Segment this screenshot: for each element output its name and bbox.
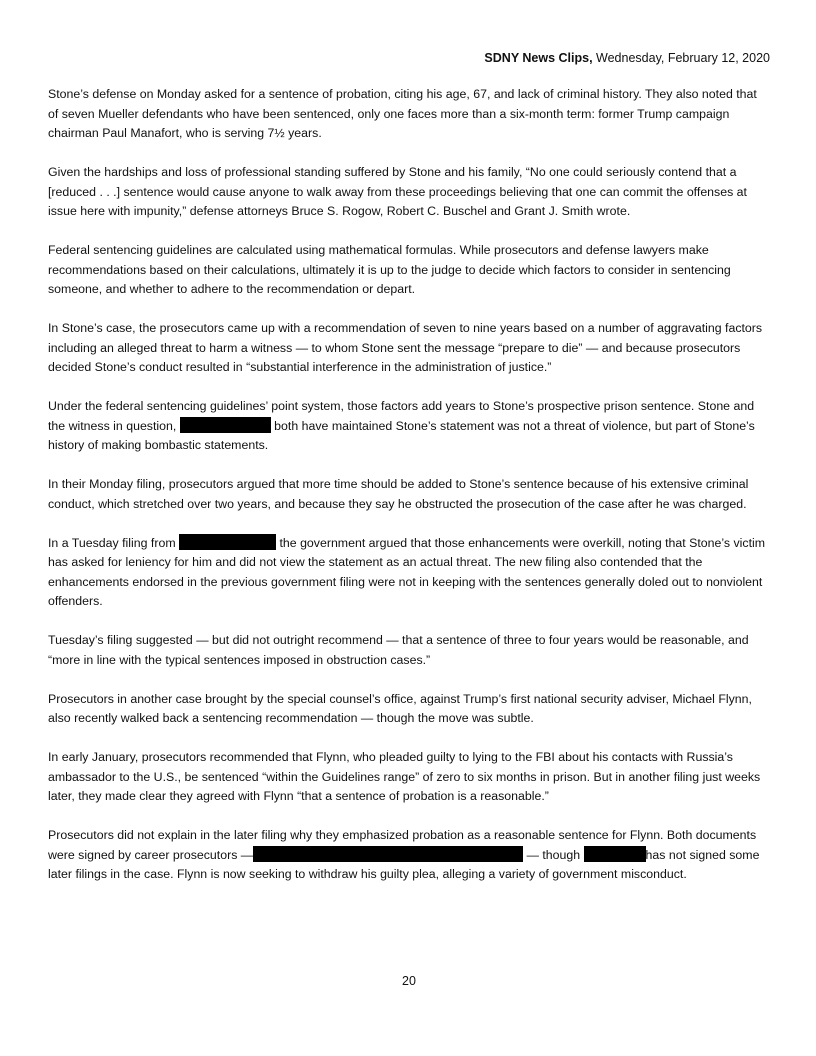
paragraph-11	[48, 826, 770, 885]
article-body	[48, 85, 770, 904]
paragraph-11-part-c: has not signed some later filings in the case. Flynn is now seeking to withdraw his guilty plea, alleging a variety of government misconduct.	[48, 847, 760, 881]
paragraph-9: Prosecutors in another case brought by the special counsel’s office, against Trump’s first national security adviser, Michael Flynn, also recently walked back a sentencing recommendation — though the move was subtle.	[48, 691, 752, 725]
paragraph-11-part-a: Prosecutors did not explain in the later filing why they emphasized probation as a reasonable sentence for Flynn. Both documents were signed by career prosecutors —	[48, 828, 757, 862]
header-source: SDNY News Clips,	[484, 51, 593, 65]
paragraph-4: In Stone’s case, the prosecutors came up with a recommendation of seven to nine years based on a number of aggravating factors including an alleged threat to harm a witness — to whom Stone sent the message “prepare to die” — and because prosecutors decided Stone’s conduct resulted in “substantial interference in the administration of justice.”	[48, 321, 763, 374]
redaction-box	[584, 846, 646, 862]
paragraph-6: In their Monday filing, prosecutors argued that more time should be added to Stone’s sentence because of his extensive criminal conduct, which stretched over two years, and because they say he obstructed the prosecution of the case after he was charged.	[48, 477, 749, 511]
page-header	[484, 50, 770, 66]
paragraph-7	[48, 534, 770, 612]
page-number: 20	[402, 974, 416, 988]
header-date: Wednesday, February 12, 2020	[592, 51, 770, 65]
paragraph-8: Tuesday’s filing suggested — but did not outright recommend — that a sentence of three to four years would be reasonable, and “more in line with the typical sentences imposed in obstruction cases.”	[48, 633, 749, 667]
paragraph-5-part-b: both have maintained Stone’s statement was not a threat of violence, but part of Stone’s history of making bombastic statements.	[48, 418, 755, 452]
redaction-box	[253, 846, 523, 862]
paragraph-11-part-b: — though	[523, 847, 584, 862]
paragraph-1: Stone’s defense on Monday asked for a sentence of probation, citing his age, 67, and lack of criminal history. They also noted that of seven Mueller defendants who have been sentenced, only one faces more than a six-month term: former Trump campaign chairman Paul Manafort, who is serving 7½ years.	[48, 87, 757, 140]
paragraph-2: Given the hardships and loss of professional standing suffered by Stone and his family, “No one could seriously contend that a [reduced . . .] sentence would cause anyone to walk away from these proceedings believing that one can commit the offenses at issue here with impunity,” defense attorneys Bruce S. Rogow, Robert C. Buschel and Grant J. Smith wrote.	[48, 165, 747, 218]
paragraph-10: In early January, prosecutors recommended that Flynn, who pleaded guilty to lying to the FBI about his contacts with Russia’s ambassador to the U.S., be sentenced “within the Guidelines range” of zero to six months in prison. But in another filing just weeks later, they made clear they agreed with Flynn “that a sentence of probation is a reasonable.”	[48, 750, 761, 803]
paragraph-3: Federal sentencing guidelines are calculated using mathematical formulas. While prosecutors and defense lawyers make recommendations based on their calculations, ultimately it is up to the judge to decide which factors to consider in sentencing someone, and whether to adhere to the recommendation or depart.	[48, 243, 731, 296]
document-page	[48, 0, 770, 1056]
paragraph-7-part-a: In a Tuesday filing from	[48, 535, 180, 550]
redaction-box	[180, 417, 271, 433]
paragraph-7-part-b: the government argued that those enhancements were overkill, noting that Stone’s victim has asked for leniency for him and did not view the statement as an actual threat. The new filing also contended that the enhancements endorsed in the previous government filing were not in keeping with the sentences generally doled out to nonviolent offenders.	[48, 535, 766, 608]
paragraph-5	[48, 397, 770, 456]
redaction-box	[179, 534, 276, 550]
paragraph-5-part-a: Under the federal sentencing guidelines’ point system, those factors add years to Stone’s prospective prison sentence. Stone and the witness in question,	[48, 399, 755, 433]
